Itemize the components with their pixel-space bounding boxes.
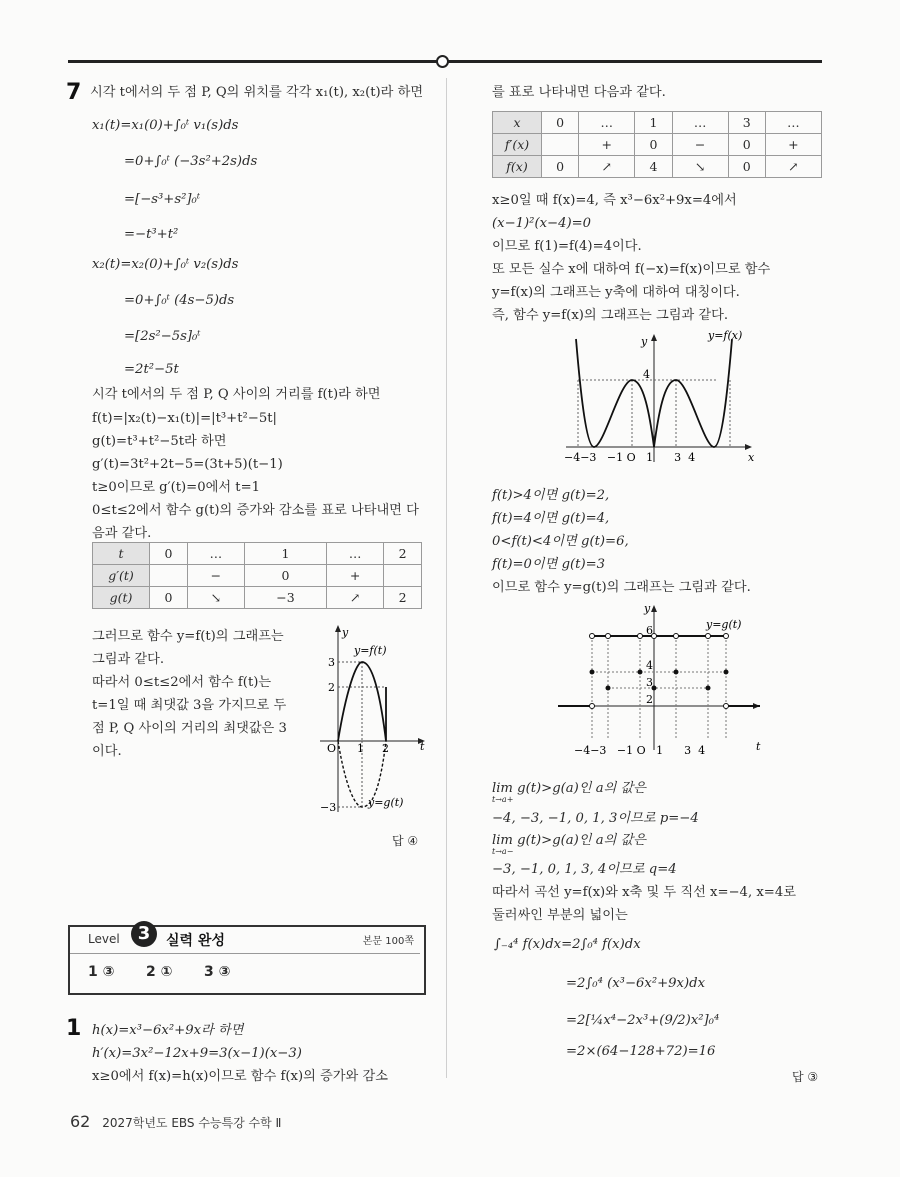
table-cell: 0 [542, 156, 579, 178]
table-cell: ↘ [187, 587, 244, 609]
answer-item: 1 ③ [88, 964, 115, 980]
table-cell: t [93, 543, 150, 565]
level-word: Level [88, 932, 120, 946]
solution-line: 시각 t에서의 두 점 P, Q의 위치를 각각 x₁(t), x₂(t)라 하면 [90, 85, 424, 100]
table-cell: ↗ [765, 156, 821, 178]
top-rule-dot [436, 55, 449, 68]
solution-line: 이므로 f(1)=f(4)=4이다. [492, 239, 642, 254]
table-cell: g′(t) [93, 565, 150, 587]
table-cell: … [672, 112, 728, 134]
table-cell: ↗ [327, 587, 384, 609]
table-cell: 0 [150, 587, 188, 609]
solution-line: t≥0이므로 g′(t)=0에서 t=1 [92, 480, 261, 495]
solution-line: 즉, 함수 y=f(x)의 그래프는 그림과 같다. [492, 308, 729, 323]
solution-line: 0<f(t)<4이면 g(t)=6, [492, 534, 629, 549]
f-curve [338, 662, 386, 741]
tick-label: −3 [320, 801, 337, 814]
table-cell: g(t) [93, 587, 150, 609]
solution-line: f(t)>4이면 g(t)=2, [492, 488, 610, 503]
solution-line: h′(x)=3x²−12x+9=3(x−1)(x−3) [92, 1046, 302, 1061]
table-cell: … [187, 543, 244, 565]
solution-line: −3, −1, 0, 1, 3, 4이므로 q=4 [492, 862, 677, 877]
table-cell: 0 [150, 543, 188, 565]
tick-label: 2 [382, 742, 389, 755]
solution-line: 음과 같다. [92, 526, 152, 541]
book-title: 2027학년도 EBS 수능특강 수학 Ⅱ [102, 1116, 282, 1130]
equation-line: =−t³+t² [124, 227, 179, 242]
table-cell: + [327, 565, 384, 587]
y-label: y [644, 602, 651, 615]
solution-line: 따라서 곡선 y=f(x)와 x축 및 두 직선 x=−4, x=4로 [492, 885, 796, 900]
equation-line: =2×(64−128+72)=16 [566, 1044, 716, 1059]
table-cell: 4 [635, 156, 672, 178]
table-cell: 1 [244, 543, 326, 565]
problem-number: 7 [66, 80, 82, 105]
solution-line: 그림과 같다. [92, 652, 165, 667]
table-cell: + [579, 134, 635, 156]
table-cell: −3 [244, 587, 326, 609]
limit-subscript: t→a+ [492, 795, 514, 804]
curve-label: y=f(x) [708, 329, 743, 342]
increase-decrease-table-f [492, 111, 822, 178]
x-label: x [748, 451, 755, 464]
solution-line: 그러므로 함수 y=f(t)의 그래프는 [92, 629, 284, 644]
solution-line: lim g(t)>g(a)인 a의 값은 [492, 781, 647, 796]
tick-label: 3 [646, 676, 653, 689]
equation-line: ∫₋₄⁴ f(x)dx=2∫₀⁴ f(x)dx [494, 937, 641, 952]
solution-line: t=1일 때 최댓값 3을 가지므로 두 [92, 698, 287, 713]
table-cell: f′(x) [493, 134, 542, 156]
page-reference: 본문 100쪽 [362, 936, 414, 947]
origin-label: O [327, 742, 337, 755]
solution-line: 둘러싸인 부분의 넓이는 [492, 908, 628, 923]
tick-label: 1 [357, 742, 364, 755]
x-arrow [745, 444, 752, 450]
table-cell: 0 [244, 565, 326, 587]
solution-line: y=f(x)의 그래프는 y축에 대하여 대칭이다. [492, 285, 740, 300]
increase-decrease-table-g [92, 542, 422, 609]
table-cell: 0 [728, 134, 765, 156]
solution-line: −4, −3, −1, 0, 1, 3이므로 p=−4 [492, 811, 699, 826]
limit-subscript: t→a− [492, 847, 514, 856]
table-cell: − [187, 565, 244, 587]
graph-f-x [558, 327, 758, 467]
equation-line: =2[¼x⁴−2x³+(9/2)x²]₀⁴ [566, 1013, 720, 1028]
table-cell: f(x) [493, 156, 542, 178]
answer-item: 3 ③ [204, 964, 231, 980]
tick-label: 4 [643, 368, 650, 381]
column-divider [446, 78, 447, 1078]
solution-line: f(t)=0이면 g(t)=3 [492, 557, 606, 572]
equation-line: =[2s²−5s]₀ᵗ [124, 329, 201, 344]
equation-line: =2∫₀⁴ (x³−6x²+9x)dx [566, 976, 706, 991]
table-row [493, 134, 822, 156]
equation-line: =0+∫₀ᵗ (−3s²+2s)ds [124, 154, 258, 169]
page-number: 62 [70, 1112, 91, 1131]
solution-line: 점 P, Q 사이의 거리의 최댓값은 3 [92, 721, 287, 736]
answer-mark: 답 ③ [792, 1070, 819, 1084]
table-cell [150, 565, 188, 587]
problem-number: 1 [66, 1016, 82, 1041]
solution-line: f(t)=4이면 g(t)=4, [492, 511, 610, 526]
y-label: y [342, 626, 349, 639]
answer-item: 2 ① [146, 964, 173, 980]
table-cell: 2 [384, 543, 422, 565]
level-divider [70, 953, 420, 954]
table-cell: + [765, 134, 821, 156]
solution-line: x≥0일 때 f(x)=4, 즉 x³−6x²+9x=4에서 [492, 193, 737, 208]
graph-g-t [556, 600, 766, 760]
solution-line: h(x)=x³−6x²+9x라 하면 [92, 1023, 244, 1038]
table-row [93, 587, 422, 609]
graph-f-g-t [310, 622, 430, 822]
solution-line: 또 모든 실수 x에 대하여 f(−x)=f(x)이므로 함수 [492, 262, 771, 277]
solution-line: x≥0에서 f(x)=h(x)이므로 함수 f(x)의 증가와 감소 [92, 1069, 388, 1084]
table-row [93, 543, 422, 565]
tick-label: 3 [328, 656, 335, 669]
solution-line: 따라서 0≤t≤2에서 함수 f(t)는 [92, 675, 272, 690]
table-row [493, 112, 822, 134]
solution-line: (x−1)²(x−4)=0 [492, 216, 592, 231]
solution-line: 시각 t에서의 두 점 P, Q 사이의 거리를 f(t)라 하면 [92, 387, 381, 402]
equation-line: x₂(t)=x₂(0)+∫₀ᵗ v₂(s)ds [92, 257, 239, 272]
table-row [493, 156, 822, 178]
solution-line: 를 표로 나타내면 다음과 같다. [492, 85, 666, 100]
y-arrow [651, 605, 657, 612]
table-cell: 0 [635, 134, 672, 156]
curve-label: y=f(t) [354, 644, 387, 657]
equation-line: =2t²−5t [124, 362, 179, 377]
table-row [93, 565, 422, 587]
y-arrow [335, 625, 341, 632]
solution-line: 이므로 함수 y=g(t)의 그래프는 그림과 같다. [492, 580, 751, 595]
table-cell: 0 [542, 112, 579, 134]
tick-label: 6 [646, 624, 653, 637]
solution-line: g(t)=t³+t²−5t라 하면 [92, 434, 227, 449]
tick-labels: −4−3 −1 O 1 3 4 [564, 451, 696, 464]
table-cell: … [579, 112, 635, 134]
y-label: y [641, 335, 648, 348]
table-cell: … [765, 112, 821, 134]
table-cell: 1 [635, 112, 672, 134]
equation-line: =[−s³+s²]₀ᵗ [124, 192, 201, 207]
tick-labels: −4−3 −1 O 1 3 4 [574, 744, 706, 757]
level-box [68, 925, 426, 995]
solution-line: lim g(t)>g(a)인 a의 값은 [492, 833, 647, 848]
t-label: t [420, 740, 425, 753]
table-cell: 0 [728, 156, 765, 178]
curve-label: y=g(t) [706, 618, 742, 631]
equation-line: =0+∫₀ᵗ (4s−5)ds [124, 293, 235, 308]
equation-line: x₁(t)=x₁(0)+∫₀ᵗ v₁(s)ds [92, 118, 239, 133]
page-footer [70, 1112, 281, 1131]
table-cell: … [327, 543, 384, 565]
y-arrow [651, 334, 657, 341]
solution-line: 이다. [92, 744, 122, 759]
tick-label: 2 [328, 681, 335, 694]
solution-line: 0≤t≤2에서 함수 g(t)의 증가와 감소를 표로 나타내면 다 [92, 503, 419, 518]
solution-line: f(t)=|x₂(t)−x₁(t)|=|t³+t²−5t| [92, 411, 277, 426]
table-cell: ↘ [672, 156, 728, 178]
level-number-badge: 3 [131, 921, 157, 947]
t-label: t [756, 740, 761, 753]
tick-label: 4 [646, 659, 653, 672]
level-title: 실력 완성 [166, 933, 225, 949]
table-cell [384, 565, 422, 587]
table-cell: 2 [384, 587, 422, 609]
answer-mark: 답 ④ [392, 834, 419, 848]
table-cell [542, 134, 579, 156]
tick-label: 2 [646, 693, 653, 706]
table-cell: 3 [728, 112, 765, 134]
table-cell: − [672, 134, 728, 156]
table-cell: ↗ [579, 156, 635, 178]
solution-line: g′(t)=3t²+2t−5=(3t+5)(t−1) [92, 457, 283, 472]
curve-label: y=g(t) [368, 796, 404, 809]
table-cell: x [493, 112, 542, 134]
